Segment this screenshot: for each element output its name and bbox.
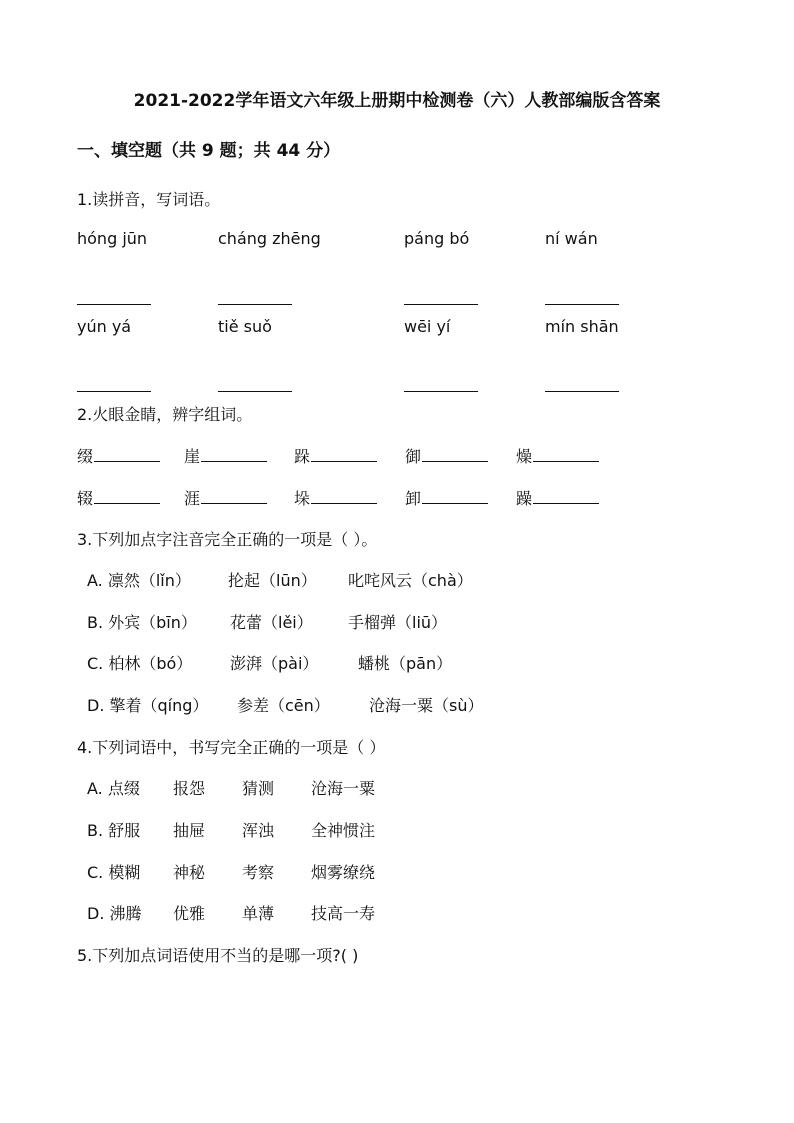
answer-blank[interactable]	[77, 290, 151, 309]
pinyin-item: yún yá	[77, 317, 132, 336]
option-item: 技高一寿	[311, 904, 376, 923]
option-item: A. 凛然（lǐn）	[87, 571, 191, 590]
answer-blank[interactable]	[545, 377, 619, 396]
pinyin-item: páng bó	[404, 229, 470, 248]
answer-blank[interactable]	[77, 377, 151, 396]
char-label: 跺	[294, 447, 311, 466]
document-title: 2021-2022学年语文六年级上册期中检测卷（六）人教部编版含答案	[133, 91, 661, 111]
option-row[interactable]	[87, 776, 375, 799]
option-row[interactable]	[87, 651, 452, 674]
section-heading: 一、填空题（共 9 题；共 44 分）	[77, 141, 341, 161]
char-item[interactable]	[184, 486, 267, 509]
char-label: 卸	[405, 489, 422, 508]
pinyin-item: tiě suǒ	[218, 317, 272, 336]
option-item: 全神惯注	[311, 821, 376, 840]
pinyin-item: ní wán	[545, 229, 598, 248]
question-4-stem: 4.下列词语中，书写完全正确的一项是（ ）	[77, 738, 386, 757]
char-item[interactable]	[405, 486, 488, 509]
option-row[interactable]	[87, 568, 473, 591]
option-item: A. 点缀	[87, 779, 140, 798]
option-item: 烟雾缭绕	[311, 863, 376, 882]
answer-blank[interactable]	[545, 290, 619, 309]
option-item: 沧海一粟	[311, 779, 376, 798]
char-label: 垛	[294, 489, 311, 508]
char-item[interactable]	[77, 486, 160, 509]
char-label: 御	[405, 447, 422, 466]
option-item: 抡起（lūn）	[228, 571, 317, 590]
option-item: 手榴弹（liū）	[348, 613, 448, 632]
option-item: 猜测	[242, 779, 275, 798]
option-item: 参差（cēn）	[237, 696, 330, 715]
option-item: 花蕾（lěi）	[230, 613, 313, 632]
option-item: C. 模糊	[87, 863, 141, 882]
option-item: B. 舒服	[87, 821, 141, 840]
option-row[interactable]	[87, 610, 447, 633]
pinyin-item: cháng zhēng	[218, 229, 321, 248]
option-item: 报怨	[173, 779, 206, 798]
char-item[interactable]	[405, 444, 488, 467]
char-label: 躁	[516, 489, 533, 508]
option-item: C. 柏林（bó）	[87, 654, 193, 673]
answer-blank[interactable]	[218, 377, 292, 396]
char-label: 燥	[516, 447, 533, 466]
option-item: 考察	[242, 863, 275, 882]
option-item: 澎湃（pài）	[230, 654, 319, 673]
answer-blank[interactable]	[218, 290, 292, 309]
answer-blank[interactable]	[404, 290, 478, 309]
option-item: B. 外宾（bīn）	[87, 613, 197, 632]
answer-blank[interactable]	[404, 377, 478, 396]
question-1-stem: 1.读拼音，写词语。	[77, 190, 221, 209]
option-item: 抽屉	[173, 821, 206, 840]
char-item[interactable]	[184, 444, 267, 467]
question-2-stem: 2.火眼金睛，辨字组词。	[77, 405, 253, 424]
char-label: 涯	[184, 489, 201, 508]
option-item: 沧海一粟（sù）	[369, 696, 484, 715]
char-item[interactable]	[516, 444, 599, 467]
option-row[interactable]	[87, 693, 483, 716]
char-label: 崖	[184, 447, 201, 466]
option-item: 浑浊	[242, 821, 275, 840]
char-item[interactable]	[294, 444, 377, 467]
option-item: 神秘	[173, 863, 206, 882]
pinyin-item: hóng jūn	[77, 229, 148, 248]
option-item: 叱咤风云（chà）	[348, 571, 473, 590]
question-5-stem: 5.下列加点词语使用不当的是哪一项?( )	[77, 946, 359, 965]
option-item: D. 擎着（qíng）	[87, 696, 209, 715]
char-label: 缀	[77, 447, 94, 466]
option-item: 单薄	[242, 904, 275, 923]
option-item: 优雅	[173, 904, 206, 923]
question-3-stem: 3.下列加点字注音完全正确的一项是（ ）。	[77, 530, 378, 549]
option-row[interactable]	[87, 818, 375, 841]
option-row[interactable]	[87, 860, 375, 883]
option-item: 蟠桃（pān）	[358, 654, 453, 673]
option-item: D. 沸腾	[87, 904, 142, 923]
char-item[interactable]	[516, 486, 599, 509]
pinyin-item: wēi yí	[404, 317, 451, 336]
pinyin-item: mín shān	[545, 317, 619, 336]
char-item[interactable]	[77, 444, 160, 467]
char-item[interactable]	[294, 486, 377, 509]
option-row[interactable]	[87, 901, 375, 924]
char-label: 辍	[77, 489, 94, 508]
